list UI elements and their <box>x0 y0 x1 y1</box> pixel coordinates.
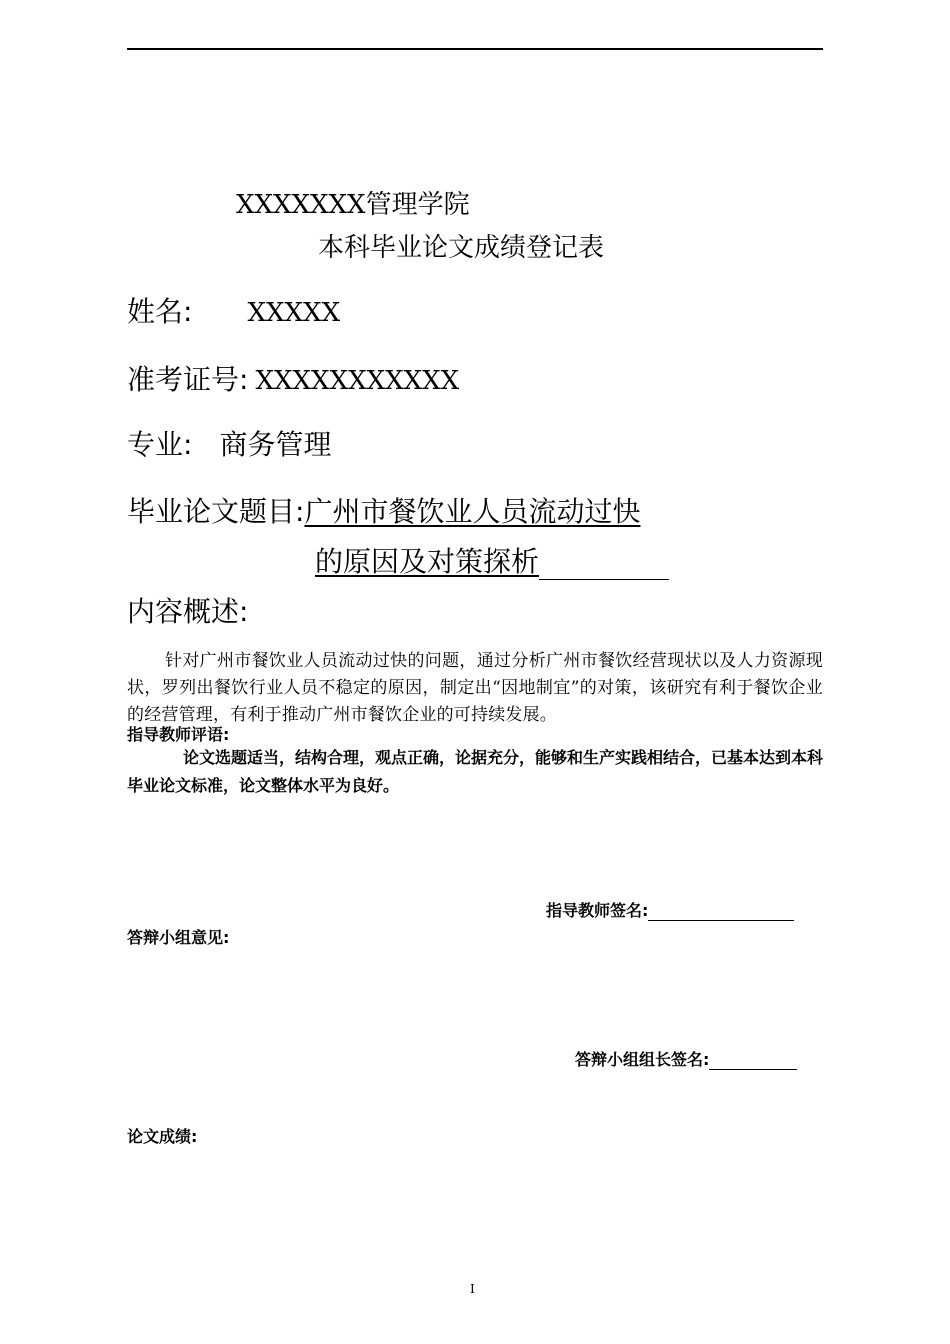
form-title: 本科毕业论文成绩登记表 <box>318 233 605 263</box>
thesis-grade-label: 论文成绩: <box>127 1127 198 1146</box>
exam-number-row <box>127 358 459 398</box>
major-label: 专业: <box>127 428 193 461</box>
major-value: 商务管理 <box>219 428 332 461</box>
thesis-title-row-2 <box>315 540 669 580</box>
header-rule <box>127 48 823 50</box>
major-row <box>127 423 332 463</box>
thesis-title-row <box>127 490 640 530</box>
thesis-title-label: 毕业论文题目: <box>127 495 305 528</box>
advisor-comment-label: 指导教师评语: <box>127 725 230 744</box>
defense-signature-label: 答辩小组组长签名: <box>575 1050 710 1069</box>
school-name: XXXXXXX管理学院 <box>236 190 470 220</box>
exam-number-label: 准考证号: <box>127 363 249 396</box>
thesis-title-blank-line <box>539 549 669 580</box>
summary-text: 针对广州市餐饮业人员流动过快的问题，通过分析广州市餐饮经营现状以及人力资源现状，罗列出餐饮行业人员不稳定的原因，制定出“因地制宜”的对策，该研究有利于餐饮企业的经营管理，有利于推动广州市餐饮企业的可持续发展。 <box>127 651 823 725</box>
defense-opinion-label: 答辩小组意见: <box>127 928 230 947</box>
advisor-signature-line <box>648 901 794 921</box>
name-value: XXXXX <box>247 298 341 328</box>
name-row <box>127 290 340 330</box>
advisor-signature-label: 指导教师签名: <box>546 901 649 920</box>
thesis-title-line2: 的原因及对策探析 <box>315 545 540 578</box>
summary-label: 内容概述: <box>127 595 249 628</box>
name-label: 姓名: <box>127 295 193 328</box>
defense-signature-line <box>709 1050 797 1070</box>
defense-signature-row <box>575 1047 797 1070</box>
thesis-title-line1: 广州市餐饮业人员流动过快 <box>304 495 641 528</box>
advisor-comment-text: 论文选题适当，结构合理，观点正确，论据充分，能够和生产实践相结合，已基本达到本科毕业论文标准，论文整体水平为良好。 <box>127 748 824 795</box>
advisor-signature-row <box>546 898 794 921</box>
exam-number-value: XXXXXXXXXXX <box>255 366 460 396</box>
page-number: I <box>470 1282 475 1296</box>
